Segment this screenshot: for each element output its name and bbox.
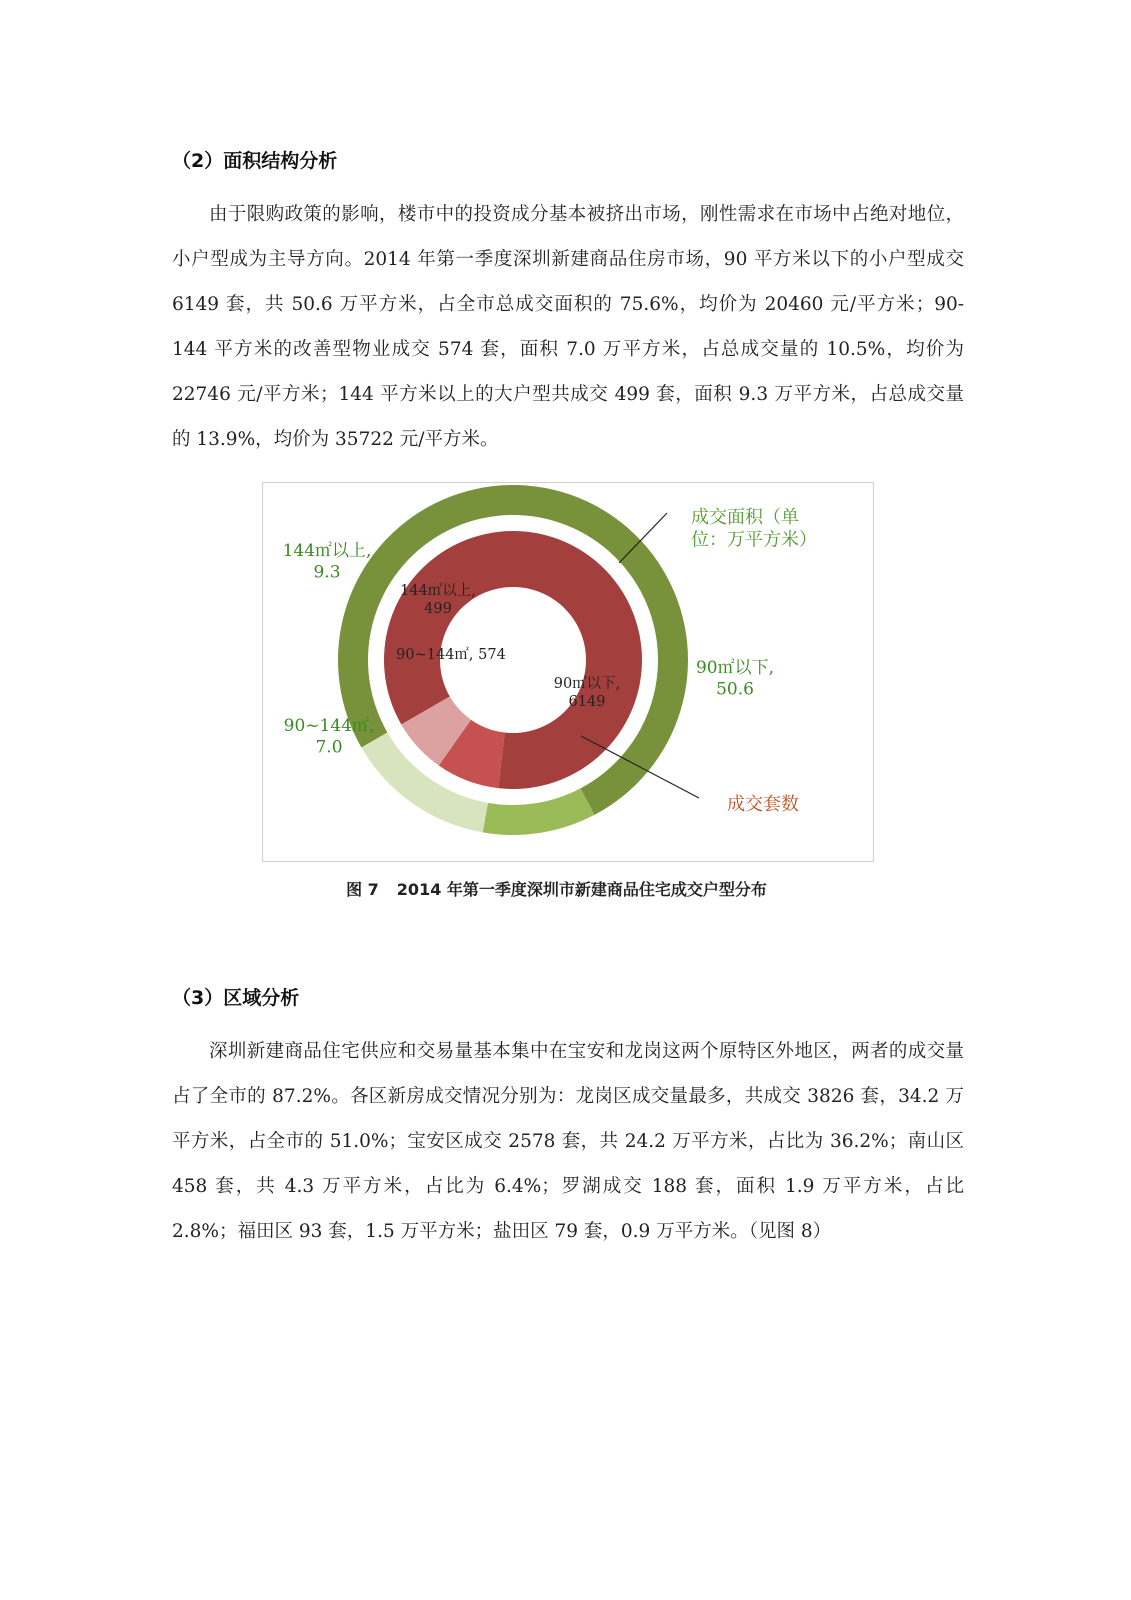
- outer-ring-slice-2: [483, 788, 595, 835]
- inner-series-legend-label: 成交套数: [727, 794, 799, 815]
- inner-data-label-2: 90~144㎡, 574: [396, 647, 506, 663]
- outer-data-label-1: 90㎡以下, 50.6: [695, 658, 775, 700]
- doughnut-chart: [263, 483, 875, 863]
- region-paragraph: 深圳新建商品住宅供应和交易量基本集中在宝安和龙岗这两个原特区外地区，两者的成交量占了全市的 87.2%。各区新房成交情况分别为：龙岗区成交量最多，共成交 3826 套，34.2 万平方米，占全市的 51.0%；宝安区成交 2578 套，共 24.2 万平方米，占比为 36.2%；南山区 458 套，共 4.3 万平方米，占比为 6.4%；罗湖成交 188 套，面积 1.9 万平方米，占比 2.8%；福田区 93 套，1.5 万平方米；盐田区 79 套，0.9 万平方米。（见图 8）: [172, 1041, 964, 1242]
- outer-series-legend-label: 成交面积（单位：万平方米）: [691, 507, 817, 551]
- section-heading-area-structure: （2）面积结构分析: [172, 150, 338, 172]
- figure-number: 图 7: [346, 880, 379, 899]
- outer-data-label-3: 144㎡以上, 9.3: [282, 541, 372, 583]
- area-structure-paragraph: 由于限购政策的影响，楼市中的投资成分基本被挤出市场，刚性需求在市场中占绝对地位，小户型成为主导方向。2014 年第一季度深圳新建商品住房市场，90 平方米以下的小户型成交 6149 套，共 50.6 万平方米，占全市总成交面积的 75.6%，均价为 20460 元/平方米；90-144 平方米的改善型物业成交 574 套，面积 7.0 万平方米，占总成交量的 10.5%，均价为 22746 元/平方米；144 平方米以上的大户型共成交 499 套，面积 9.3 万平方米，占总成交量的 13.9%，均价为 35722 元/平方米。: [172, 204, 964, 450]
- outer-data-label-2: 90~144㎡, 7.0: [283, 716, 375, 758]
- doughnut-chart-figure: [262, 482, 874, 862]
- section-heading-region: （3）区域分析: [172, 987, 300, 1009]
- inner-data-label-1: 90㎡以下, 6149: [553, 676, 621, 711]
- figure-title: 2014 年第一季度深圳市新建商品住宅成交户型分布: [396, 880, 767, 899]
- inner-data-label-3: 144㎡以上, 499: [400, 583, 476, 618]
- figure-caption: [0, 877, 1131, 900]
